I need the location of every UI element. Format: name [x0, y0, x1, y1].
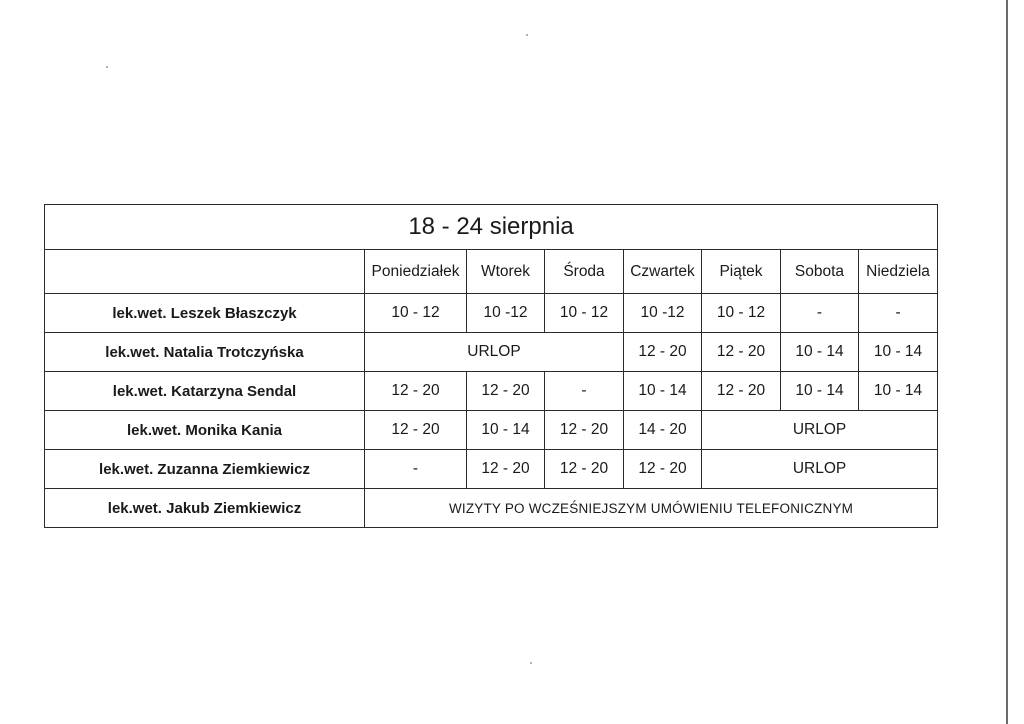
- table-row: [45, 333, 938, 372]
- hours-cell: -: [859, 294, 938, 333]
- scan-speck: [530, 662, 532, 664]
- day-header-sunday: Niedziela: [859, 250, 938, 294]
- hours-cell: 12 - 20: [624, 333, 702, 372]
- hours-cell: 12 - 20: [365, 411, 467, 450]
- hours-cell: 12 - 20: [702, 372, 781, 411]
- hours-cell: -: [365, 450, 467, 489]
- doctor-name: lek.wet. Katarzyna Sendal: [45, 372, 365, 411]
- table-row: [45, 450, 938, 489]
- hours-cell: 12 - 20: [545, 411, 624, 450]
- hours-cell: 10 - 14: [781, 333, 859, 372]
- leave-cell: URLOP: [702, 450, 938, 489]
- day-header-wednesday: Środa: [545, 250, 624, 294]
- hours-cell: 12 - 20: [702, 333, 781, 372]
- day-header-saturday: Sobota: [781, 250, 859, 294]
- hours-cell: 12 - 20: [545, 450, 624, 489]
- hours-cell: 10 - 12: [365, 294, 467, 333]
- table-row: [45, 411, 938, 450]
- hours-cell: -: [545, 372, 624, 411]
- hours-cell: 10 - 14: [624, 372, 702, 411]
- hours-cell: 12 - 20: [624, 450, 702, 489]
- doctor-name: lek.wet. Natalia Trotczyńska: [45, 333, 365, 372]
- leave-cell: URLOP: [702, 411, 938, 450]
- hours-cell: 12 - 20: [467, 450, 545, 489]
- hours-cell: 10 - 14: [859, 333, 938, 372]
- day-header-row: [45, 250, 938, 294]
- scan-speck: [526, 34, 528, 36]
- schedule-table: [44, 204, 938, 528]
- leave-cell: URLOP: [365, 333, 624, 372]
- hours-cell: 10 - 14: [781, 372, 859, 411]
- hours-cell: 10 -12: [624, 294, 702, 333]
- hours-cell: -: [781, 294, 859, 333]
- hours-cell: 12 - 20: [365, 372, 467, 411]
- table-row: [45, 489, 938, 528]
- hours-cell: 14 - 20: [624, 411, 702, 450]
- scan-page-edge: [1006, 0, 1008, 724]
- day-header-monday: Poniedziałek: [365, 250, 467, 294]
- title-row: [45, 205, 938, 250]
- day-header-thursday: Czwartek: [624, 250, 702, 294]
- hours-cell: 10 -12: [467, 294, 545, 333]
- day-header-tuesday: Wtorek: [467, 250, 545, 294]
- day-header-friday: Piątek: [702, 250, 781, 294]
- hours-cell: 10 - 12: [545, 294, 624, 333]
- hours-cell: 10 - 12: [702, 294, 781, 333]
- doctor-name: lek.wet. Leszek Błaszczyk: [45, 294, 365, 333]
- corner-cell: [45, 250, 365, 294]
- doctor-name: lek.wet. Jakub Ziemkiewicz: [45, 489, 365, 528]
- hours-cell: 12 - 20: [467, 372, 545, 411]
- schedule-title: 18 - 24 sierpnia: [45, 205, 938, 250]
- table-row: [45, 294, 938, 333]
- hours-cell: 10 - 14: [467, 411, 545, 450]
- doctor-name: lek.wet. Monika Kania: [45, 411, 365, 450]
- appointment-note-cell: WIZYTY PO WCZEŚNIEJSZYM UMÓWIENIU TELEFONICZNYM: [365, 489, 938, 528]
- hours-cell: 10 - 14: [859, 372, 938, 411]
- doctor-name: lek.wet. Zuzanna Ziemkiewicz: [45, 450, 365, 489]
- table-row: [45, 372, 938, 411]
- scan-speck: [106, 66, 108, 68]
